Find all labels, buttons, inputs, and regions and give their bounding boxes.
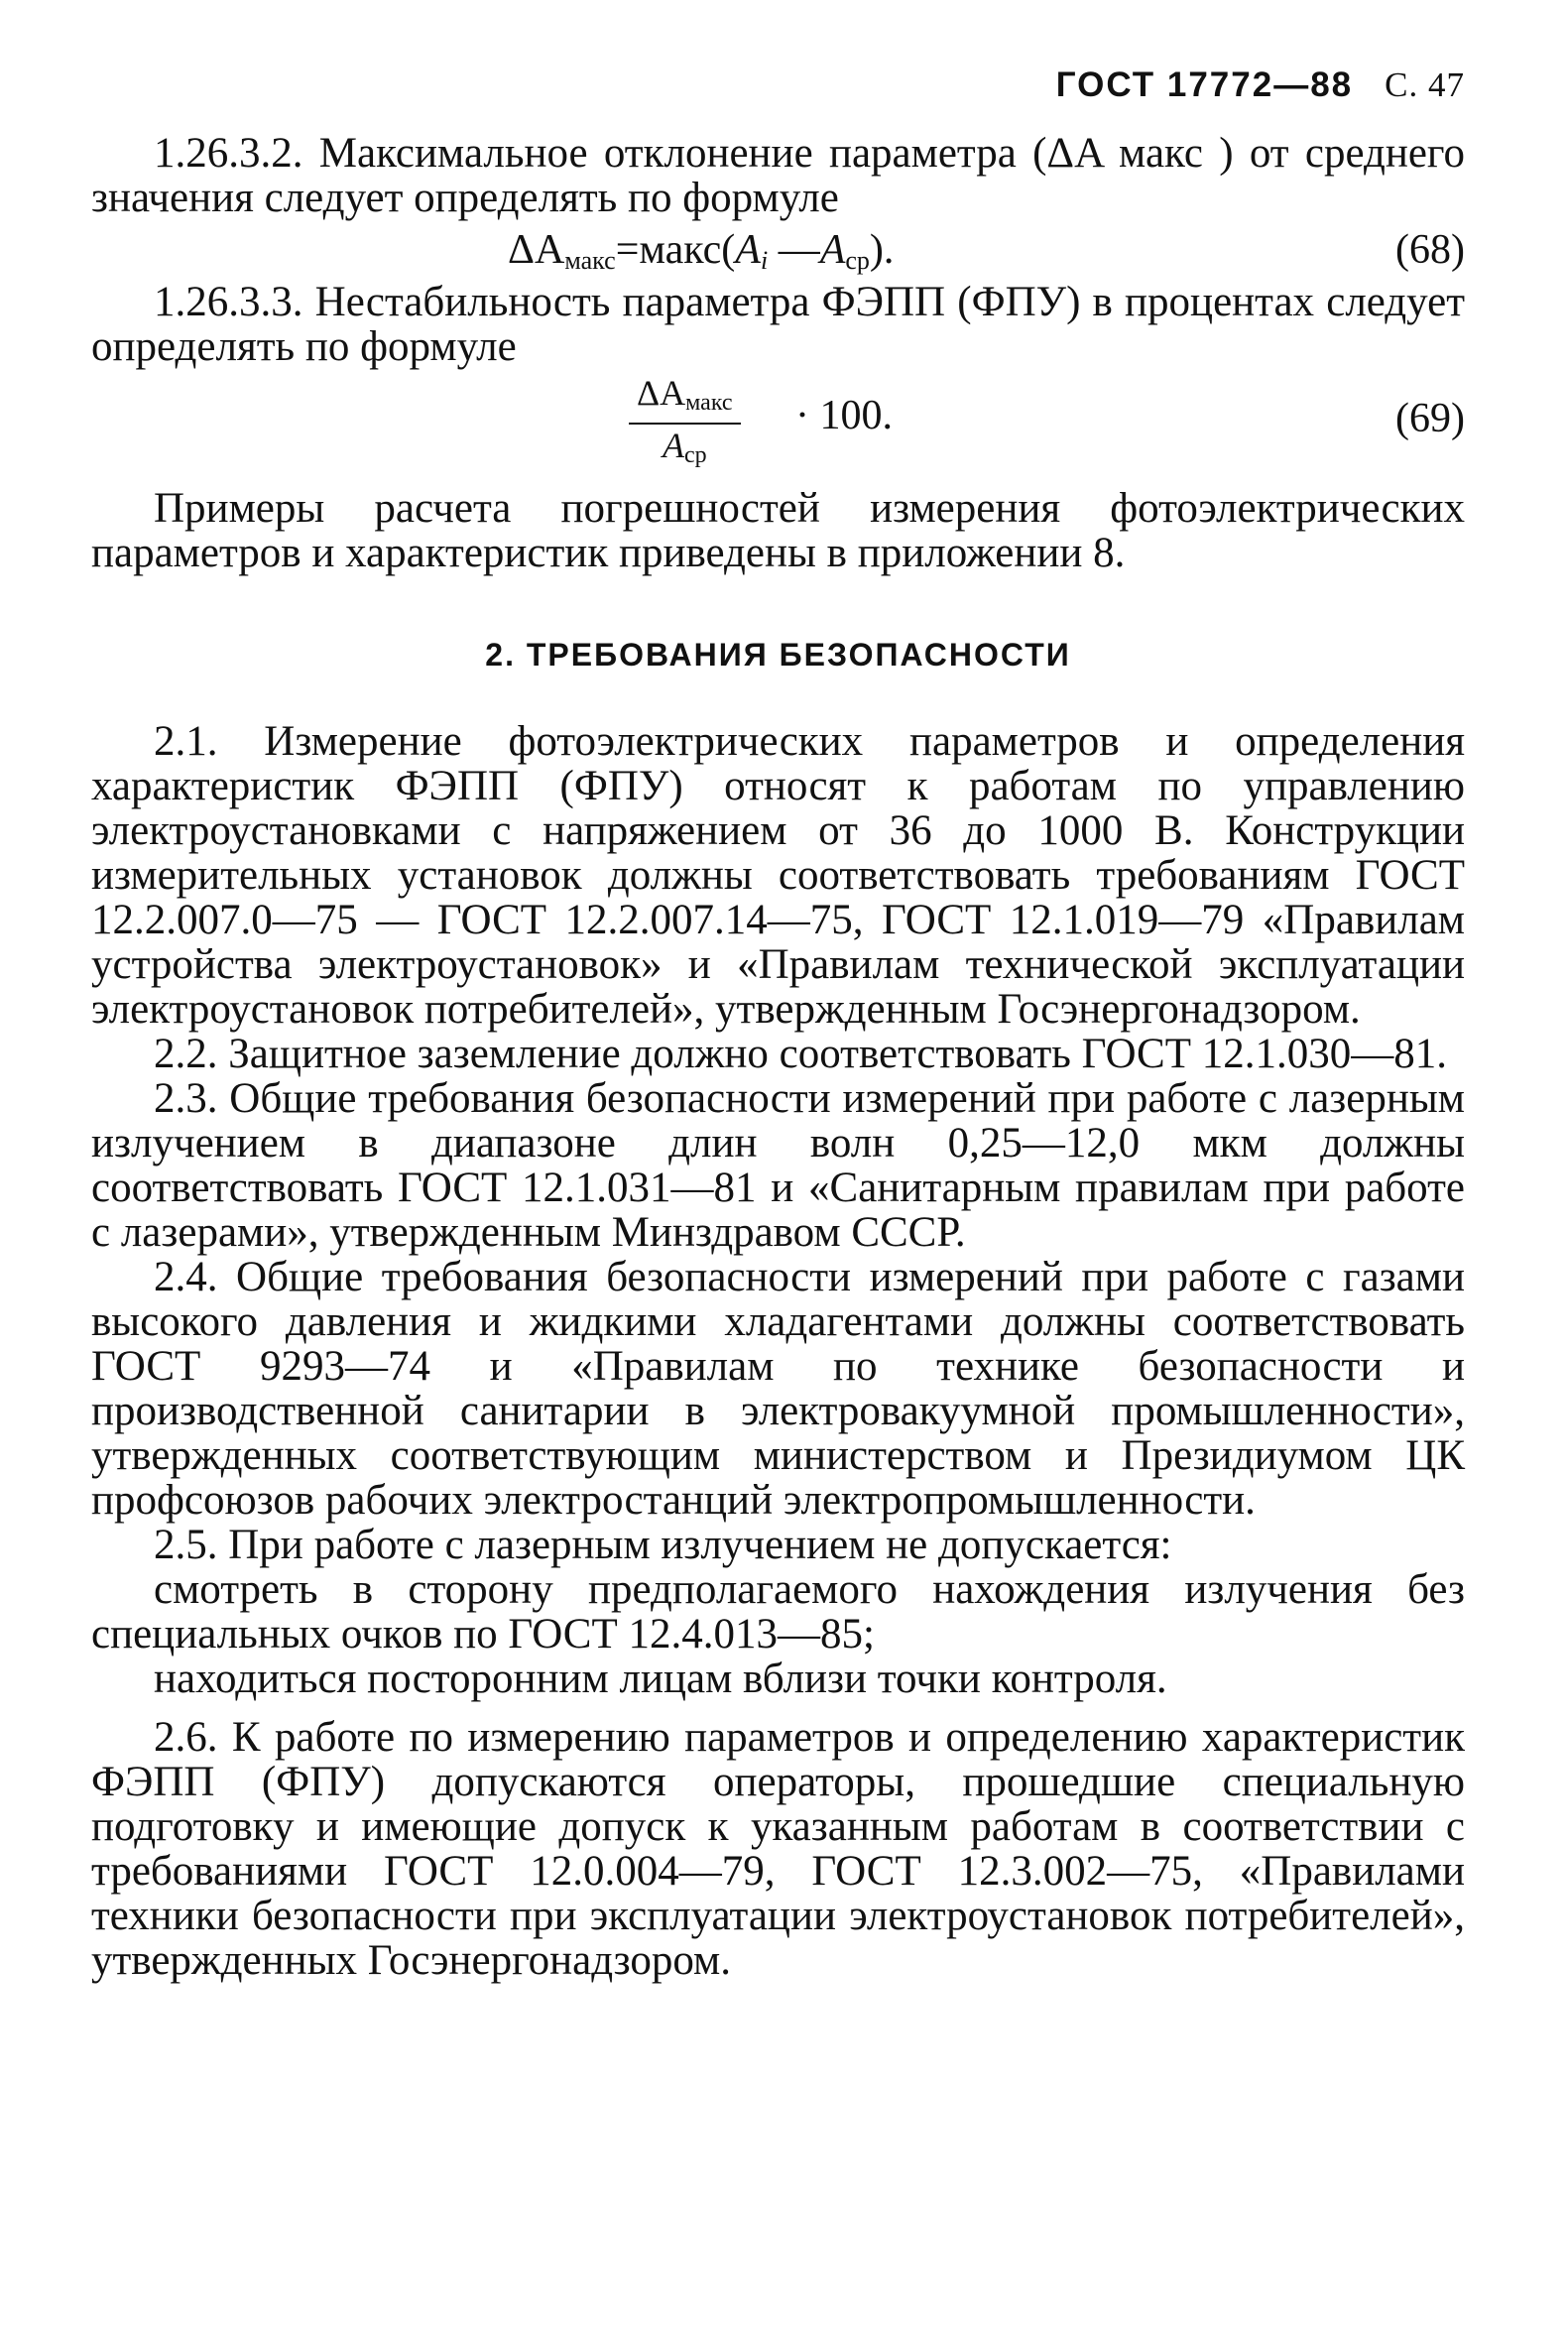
document-number: ГОСТ 17772—88 [1055,65,1354,104]
formula-69-numerator: $\Delta A_{макс}$ [629,373,741,425]
paragraph-2-6: 2.6. К работе по измерению параметров и определению характеристик ФЭПП (ФПУ) допускаются операторы, прошедшие специальную подготовку и имеющие допуск к указанным работам в соответствии с требованиями ГОСТ 12.0.004—79, ГОСТ 12.3.002—75, «Правилами техники безопасности при эксплуатации электроустановок потребителей», утвержденных Госэнергонадзором. [91,1714,1465,1984]
formula-68-expression: $\Delta A_{макс}=макс(A_i$ $—A_{ср}$). [508,227,895,275]
paragraph-1-26-3-2: 1.26.3.2. Максимальное отклонение параметра (ΔA макс ) от среднего значения следует определять по формуле [91,130,1465,221]
formula-69-multiplier: · 100. [795,393,893,438]
paragraph-2-4: 2.4. Общие требования безопасности измерений при работе с газами высокого давления и жидкими хладагентами должны соответствовать ГОСТ 9293—74 и «Правилам по технике безопасности и производственной санитарии в электровакуумной промышленности», утвержденных соответствующим министерством и Президиумом ЦК профсоюзов рабочих электростанций электропромышленности. [91,1254,1465,1524]
paragraph-2-1: 2.1. Измерение фотоэлектрических параметров и определения характеристик ФЭПП (ФПУ) относят к работам по управлению электроустановками с напряжением от 36 до 1000 В. Конструкции измерительных установок должны соответствовать требованиям ГОСТ 12.2.007.0—75 — ГОСТ 12.2.007.14—75, ГОСТ 12.1.019—79 «Правилам устройства электроустановок» и «Правилам технической эксплуатации электроустановок потребителей», утвержденным Госэнергонадзором. [91,718,1465,1033]
paragraph-2-3: 2.3. Общие требования безопасности измерений при работе с лазерным излучением в диапазоне длин волн 0,25—12,0 мкм должны соответствовать ГОСТ 12.1.031—81 и «Санитарным правилам при работе с лазерами», утвержденным Минздравом СССР. [91,1075,1465,1256]
page-number: С. 47 [1385,65,1465,104]
paragraph-2-5-item-b: находиться посторонним лицам вблизи точки контроля. [154,1656,1167,1702]
formula-69 [91,369,1465,486]
paragraph-2-2: 2.2. Защитное заземление должно соответствовать ГОСТ 12.1.030—81. [154,1031,1447,1077]
paragraph-2-5: 2.5. При работе с лазерным излучением не допускается: [154,1522,1172,1568]
formula-69-number: (69) [1395,396,1465,441]
document-page [91,60,1465,1983]
formula-68-number: (68) [1395,227,1465,273]
page-header [91,60,1465,131]
section-2-title: 2. ТРЕБОВАНИЯ БЕЗОПАСНОСТИ [485,637,1071,673]
formula-69-fraction [629,373,741,476]
formula-69-denominator: $A_{ср}$ [662,426,707,468]
paragraph-1-26-3-3: 1.26.3.3. Нестабильность параметра ФЭПП (ФПУ) в процентах следует определять по формуле [91,279,1465,370]
paragraph-examples: Примеры расчета погрешностей измерения фотоэлектрических параметров и характеристик приведены в приложении 8. [91,485,1465,576]
formula-68 [91,220,1465,280]
paragraph-2-5-item-a: смотреть в сторону предполагаемого нахождения излучения без специальных очков по ГОСТ 12.4.013—85; [91,1566,1465,1657]
